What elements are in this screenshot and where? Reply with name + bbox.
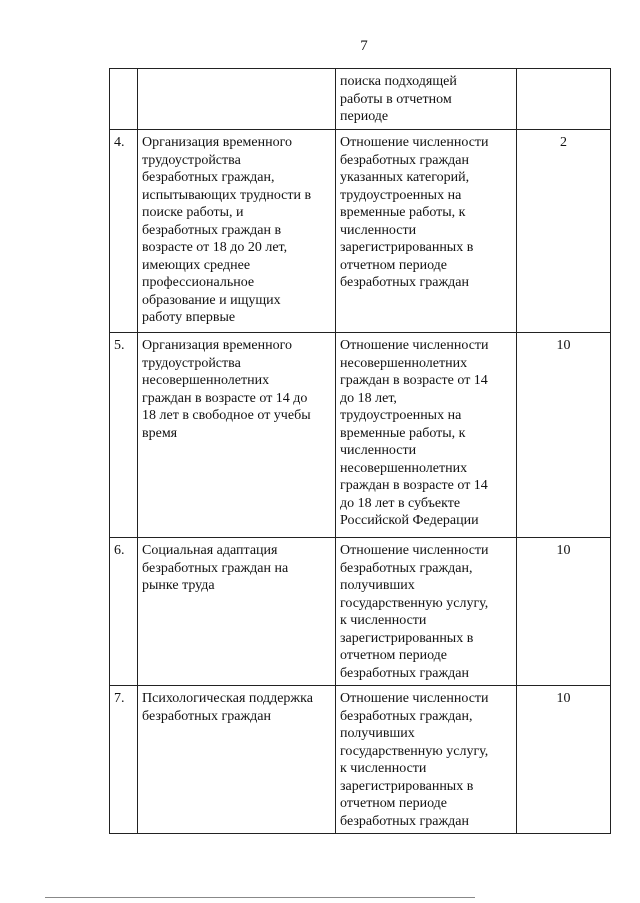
row-number-cell: 7. <box>110 686 138 834</box>
value-cell: 10 <box>517 538 611 686</box>
indicators-table <box>109 68 611 834</box>
measure-name-cell: Организация временного трудоустройства безработных граждан, испытывающих трудности в поиске работы, и безработных граждан в возрасте от 18 до 20 лет, имеющих среднее профессиональное образование и ищущих работу впервые <box>138 130 336 333</box>
page-number: 7 <box>360 38 368 54</box>
indicator-cell: Отношение численности несовершеннолетних граждан в возрасте от 14 до 18 лет, трудоустроенных на временные работы, к численности несовершеннолетних граждан в возрасте от 14 до 18 лет в субъекте Российской Федерации <box>336 333 517 538</box>
value-cell: 10 <box>517 333 611 538</box>
row-number-cell <box>110 69 138 130</box>
footer-divider <box>45 897 475 898</box>
row-number-cell: 5. <box>110 333 138 538</box>
indicator-cell: Отношение численности безработных граждан, получивших государственную услугу, к численности зарегистрированных в отчетном периоде безработных граждан <box>336 686 517 834</box>
table-row <box>110 130 611 333</box>
measure-name-cell: Организация временного трудоустройства несовершеннолетних граждан в возрасте от 14 до 18 лет в свободное от учебы время <box>138 333 336 538</box>
measure-name-cell <box>138 69 336 130</box>
indicator-cell: Отношение численности безработных граждан, получивших государственную услугу, к численности зарегистрированных в отчетном периоде безработных граждан <box>336 538 517 686</box>
indicator-cell: поиска подходящей работы в отчетном периоде <box>336 69 517 130</box>
table-row <box>110 686 611 834</box>
value-cell: 10 <box>517 686 611 834</box>
value-cell <box>517 69 611 130</box>
value-cell: 2 <box>517 130 611 333</box>
row-number-cell: 6. <box>110 538 138 686</box>
indicator-cell: Отношение численности безработных граждан указанных категорий, трудоустроенных на временные работы, к численности зарегистрированных в отчетном периоде безработных граждан <box>336 130 517 333</box>
row-number-cell: 4. <box>110 130 138 333</box>
table-row <box>110 333 611 538</box>
measure-name-cell: Социальная адаптация безработных граждан на рынке труда <box>138 538 336 686</box>
table-row <box>110 69 611 130</box>
table-row <box>110 538 611 686</box>
measure-name-cell: Психологическая поддержка безработных граждан <box>138 686 336 834</box>
